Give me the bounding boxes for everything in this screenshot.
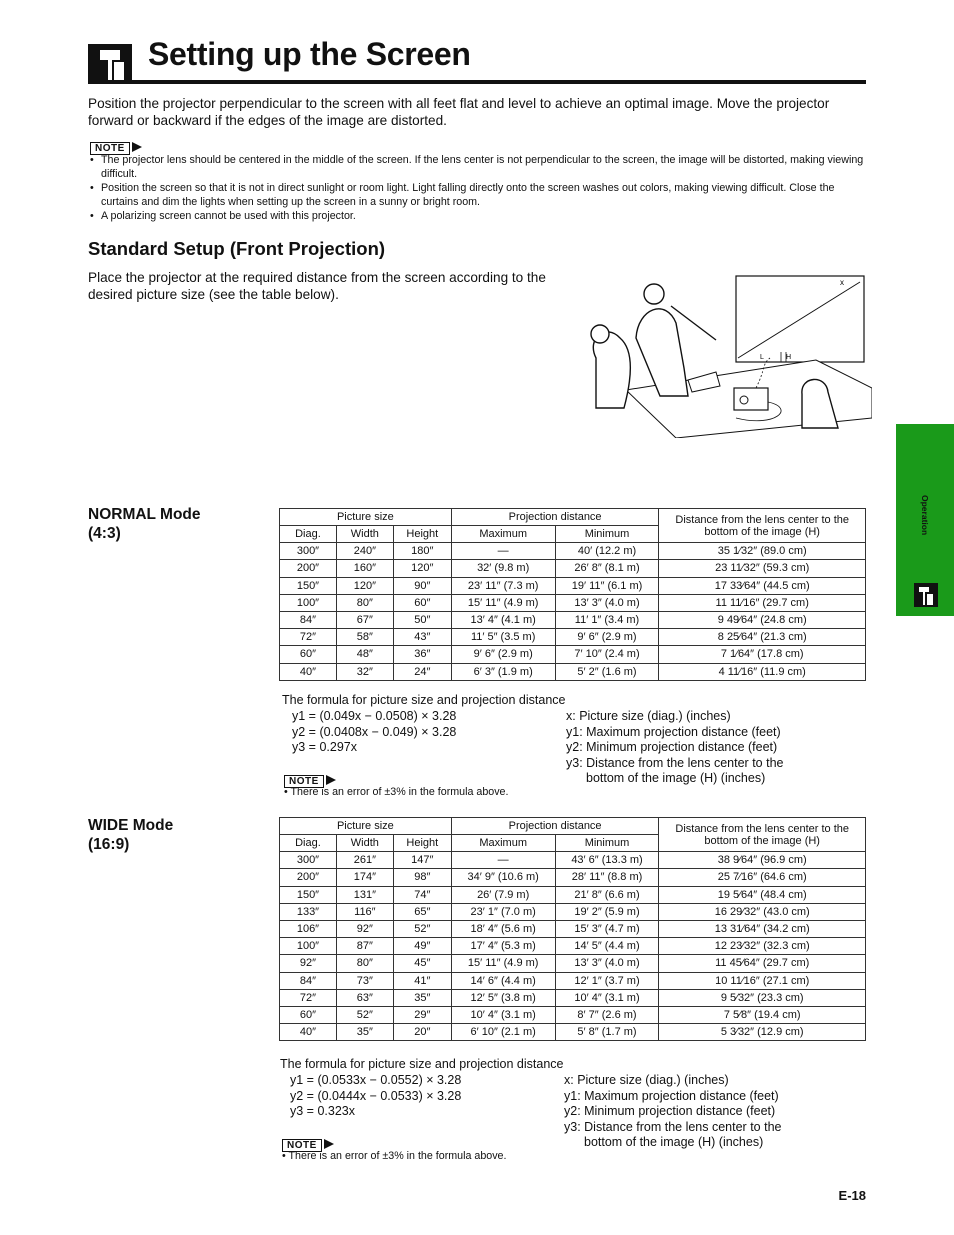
table-cell: 84″ xyxy=(280,972,337,989)
header-diag: Diag. xyxy=(280,526,337,543)
normal-formula-equations xyxy=(292,709,456,756)
table-cell: 18′ 4″ (5.6 m) xyxy=(451,920,555,937)
mode-title-ratio: (4:3) xyxy=(88,525,121,542)
table-cell: 49″ xyxy=(393,938,451,955)
header-maximum: Maximum xyxy=(451,526,555,543)
wide-formula-title: The formula for picture size and projection distance xyxy=(280,1057,564,1071)
table-cell: 9′ 6″ (2.9 m) xyxy=(451,646,555,663)
table-cell: 20″ xyxy=(393,1024,451,1041)
table-cell: 12′ 1″ (3.7 m) xyxy=(555,972,659,989)
table-cell: 160″ xyxy=(336,560,393,577)
table-cell: 28′ 11″ (8.8 m) xyxy=(555,869,659,886)
table-cell: 240″ xyxy=(336,543,393,560)
table-cell: 26′ (7.9 m) xyxy=(451,886,555,903)
table-cell: 23 11⁄32″ (59.3 cm) xyxy=(659,560,866,577)
table-cell: 8 25⁄64″ (21.3 cm) xyxy=(659,629,866,646)
diagram-h-label: H xyxy=(786,354,792,361)
table-cell: 60″ xyxy=(280,646,337,663)
legend-line: y3: Distance from the lens center to the xyxy=(564,1119,782,1134)
note-item: • The projector lens should be centered in the middle of the screen. If the lens center is not perpendicular to the screen, the image will be distorted, making viewing difficult. xyxy=(88,153,868,181)
header-minimum: Minimum xyxy=(555,526,659,543)
note-arrow-icon xyxy=(132,142,142,152)
header-diag: Diag. xyxy=(280,835,337,852)
note-arrow-icon xyxy=(326,775,336,785)
table-cell: 52″ xyxy=(393,920,451,937)
table-row xyxy=(280,920,866,937)
table-cell: 174″ xyxy=(336,869,393,886)
header-projection-distance: Projection distance xyxy=(451,509,659,526)
header-picture-size: Picture size xyxy=(280,509,452,526)
table-cell: 84″ xyxy=(280,611,337,628)
table-cell: 32″ xyxy=(336,663,393,680)
table-cell: 11 11⁄16″ (29.7 cm) xyxy=(659,594,866,611)
header-projection-distance: Projection distance xyxy=(451,818,659,835)
table-cell: 29″ xyxy=(393,1006,451,1023)
table-cell: 40′ (12.2 m) xyxy=(555,543,659,560)
header-picture-size: Picture size xyxy=(280,818,452,835)
header-width: Width xyxy=(336,526,393,543)
table-cell: 131″ xyxy=(336,886,393,903)
table-cell: 65″ xyxy=(393,903,451,920)
table-cell: 72″ xyxy=(280,629,337,646)
mode-title-line: WIDE Mode xyxy=(88,817,174,834)
table-cell: 200″ xyxy=(280,560,337,577)
note-badge: NOTE xyxy=(282,1139,322,1152)
table-cell: 9 5⁄32″ (23.3 cm) xyxy=(659,989,866,1006)
table-row xyxy=(280,560,866,577)
table-cell: 16 29⁄32″ (43.0 cm) xyxy=(659,903,866,920)
legend-line: y2: Minimum projection distance (feet) xyxy=(566,740,778,754)
table-cell: 74″ xyxy=(393,886,451,903)
table-cell: 261″ xyxy=(336,852,393,869)
table-row xyxy=(280,972,866,989)
equation: y3 = 0.323x xyxy=(290,1104,355,1118)
table-cell: 32′ (9.8 m) xyxy=(451,560,555,577)
table-cell: 35 1⁄32″ (89.0 cm) xyxy=(659,543,866,560)
normal-formula-note: • There is an error of ±3% in the formula above. xyxy=(284,786,509,798)
note-text: There is an error of ±3% in the formula above. xyxy=(288,1150,507,1162)
notes-list xyxy=(88,153,868,223)
table-cell: 6′ 10″ (2.1 m) xyxy=(451,1024,555,1041)
table-row xyxy=(280,886,866,903)
table-cell: 100″ xyxy=(280,938,337,955)
table-cell: 5′ 2″ (1.6 m) xyxy=(555,663,659,680)
table-cell: 52″ xyxy=(336,1006,393,1023)
legend-line: x: Picture size (diag.) (inches) xyxy=(566,709,731,723)
table-cell: 5′ 8″ (1.7 m) xyxy=(555,1024,659,1041)
table-cell: 11′ 5″ (3.5 m) xyxy=(451,629,555,646)
header-height: Height xyxy=(393,835,451,852)
table-row xyxy=(280,577,866,594)
projector-section-icon xyxy=(914,583,938,607)
legend-line: y1: Maximum projection distance (feet) xyxy=(566,724,781,739)
table-row xyxy=(280,989,866,1006)
table-cell: 180″ xyxy=(393,543,451,560)
equation: y3 = 0.297x xyxy=(292,740,357,754)
mode-title-ratio: (16:9) xyxy=(88,836,130,853)
projector-setup-icon xyxy=(88,44,132,84)
legend-line: y1: Maximum projection distance (feet) xyxy=(564,1088,779,1103)
table-cell: 43′ 6″ (13.3 m) xyxy=(555,852,659,869)
table-cell: 150″ xyxy=(280,577,337,594)
wide-formula-legend xyxy=(564,1073,781,1151)
table-cell: 90″ xyxy=(393,577,451,594)
table-cell: 10′ 4″ (3.1 m) xyxy=(451,1006,555,1023)
table-cell: 23′ 1″ (7.0 m) xyxy=(451,903,555,920)
note-badge: NOTE xyxy=(284,775,324,788)
table-cell: 63″ xyxy=(336,989,393,1006)
table-cell: 41″ xyxy=(393,972,451,989)
table-row xyxy=(280,594,866,611)
table-cell: 7 5⁄8″ (19.4 cm) xyxy=(659,1006,866,1023)
equation: y2 = (0.0444x − 0.0533) × 3.28 xyxy=(290,1088,462,1103)
wide-formula-equations xyxy=(290,1073,461,1120)
table-row xyxy=(280,646,866,663)
table-cell: 8′ 7″ (2.6 m) xyxy=(555,1006,659,1023)
table-cell: 34′ 9″ (10.6 m) xyxy=(451,869,555,886)
wide-formula-note: • There is an error of ±3% in the formula above. xyxy=(282,1150,507,1162)
note-item: • Position the screen so that it is not in direct sunlight or room light. Light falling directly onto the screen washes out colors, making viewing difficult. Close the curtains and dim the lights when setting up the screen in a sunny or bright room. xyxy=(88,181,868,209)
table-cell: 40″ xyxy=(280,663,337,680)
header-lens-center: Distance from the lens center to the bottom of the image (H) xyxy=(659,509,866,543)
table-cell: 147″ xyxy=(393,852,451,869)
table-row xyxy=(280,869,866,886)
legend-line: x: Picture size (diag.) (inches) xyxy=(564,1073,729,1087)
legend-line: bottom of the image (H) (inches) xyxy=(584,1135,764,1149)
table-cell: 7′ 10″ (2.4 m) xyxy=(555,646,659,663)
table-cell: 12′ 5″ (3.8 m) xyxy=(451,989,555,1006)
table-cell: 10′ 4″ (3.1 m) xyxy=(555,989,659,1006)
normal-mode-title xyxy=(88,505,201,543)
table-cell: 9 49⁄64″ (24.8 cm) xyxy=(659,611,866,628)
table-cell: 15′ 11″ (4.9 m) xyxy=(451,955,555,972)
normal-mode-table xyxy=(279,508,866,681)
table-row xyxy=(280,903,866,920)
table-row xyxy=(280,938,866,955)
mode-title-line: NORMAL Mode xyxy=(88,506,201,523)
table-row xyxy=(280,852,866,869)
table-cell: 200″ xyxy=(280,869,337,886)
equation: y1 = (0.0533x − 0.0552) × 3.28 xyxy=(290,1073,462,1087)
table-cell: 10 11⁄16″ (27.1 cm) xyxy=(659,972,866,989)
table-cell: 73″ xyxy=(336,972,393,989)
table-cell: 98″ xyxy=(393,869,451,886)
page-number: E-18 xyxy=(838,1188,866,1203)
table-cell: 36″ xyxy=(393,646,451,663)
table-cell: 300″ xyxy=(280,852,337,869)
diagram-l-label: L xyxy=(760,354,764,361)
table-cell: 87″ xyxy=(336,938,393,955)
table-cell: 15′ 11″ (4.9 m) xyxy=(451,594,555,611)
table-cell: 19′ 11″ (6.1 m) xyxy=(555,577,659,594)
table-cell: 13′ 4″ (4.1 m) xyxy=(451,611,555,628)
legend-line: y3: Distance from the lens center to the xyxy=(566,755,784,770)
table-cell: 15′ 3″ (4.7 m) xyxy=(555,920,659,937)
table-cell: 92″ xyxy=(336,920,393,937)
table-cell: 12 23⁄32″ (32.3 cm) xyxy=(659,938,866,955)
table-cell: 13′ 3″ (4.0 m) xyxy=(555,594,659,611)
table-cell: 21′ 8″ (6.6 m) xyxy=(555,886,659,903)
table-cell: 72″ xyxy=(280,989,337,1006)
table-row xyxy=(280,1024,866,1041)
table-row xyxy=(280,629,866,646)
header-lens-center: Distance from the lens center to the bottom of the image (H) xyxy=(659,818,866,852)
table-row xyxy=(280,955,866,972)
normal-formula-legend xyxy=(566,709,783,787)
table-cell: 60″ xyxy=(393,594,451,611)
header-height: Height xyxy=(393,526,451,543)
diagram-x-label: x xyxy=(840,278,844,287)
table-cell: 14′ 5″ (4.4 m) xyxy=(555,938,659,955)
table-cell: 14′ 6″ (4.4 m) xyxy=(451,972,555,989)
table-cell: 9′ 6″ (2.9 m) xyxy=(555,629,659,646)
table-row xyxy=(280,1006,866,1023)
table-cell: 19′ 2″ (5.9 m) xyxy=(555,903,659,920)
table-cell: 300″ xyxy=(280,543,337,560)
table-cell: 80″ xyxy=(336,955,393,972)
table-cell: 17′ 4″ (5.3 m) xyxy=(451,938,555,955)
table-cell: 133″ xyxy=(280,903,337,920)
table-cell: 92″ xyxy=(280,955,337,972)
wide-mode-table xyxy=(279,817,866,1041)
table-cell: 13′ 3″ (4.0 m) xyxy=(555,955,659,972)
table-cell: 11 45⁄64″ (29.7 cm) xyxy=(659,955,866,972)
table-cell: 26′ 8″ (8.1 m) xyxy=(555,560,659,577)
side-tab-label: Operation xyxy=(920,495,930,536)
header-width: Width xyxy=(336,835,393,852)
table-cell: 120″ xyxy=(336,577,393,594)
page-title: Setting up the Screen xyxy=(148,36,471,72)
setup-illustration xyxy=(576,268,872,438)
table-cell: 150″ xyxy=(280,886,337,903)
title-divider xyxy=(88,80,866,84)
table-cell: 24″ xyxy=(393,663,451,680)
table-cell: 6′ 3″ (1.9 m) xyxy=(451,663,555,680)
note-item: • A polarizing screen cannot be used with this projector. xyxy=(88,209,868,223)
normal-formula-title: The formula for picture size and projection distance xyxy=(282,693,566,707)
table-cell: 116″ xyxy=(336,903,393,920)
table-cell: 4 11⁄16″ (11.9 cm) xyxy=(659,663,866,680)
table-cell: 43″ xyxy=(393,629,451,646)
table-row xyxy=(280,543,866,560)
section-title: Standard Setup (Front Projection) xyxy=(88,238,386,259)
table-cell: 67″ xyxy=(336,611,393,628)
note-arrow-icon xyxy=(324,1139,334,1149)
table-cell: 35″ xyxy=(393,989,451,1006)
legend-line: y2: Minimum projection distance (feet) xyxy=(564,1104,776,1118)
table-cell: 7 1⁄64″ (17.8 cm) xyxy=(659,646,866,663)
table-cell: 58″ xyxy=(336,629,393,646)
table-cell: 106″ xyxy=(280,920,337,937)
legend-line: bottom of the image (H) (inches) xyxy=(586,771,766,785)
table-row xyxy=(280,611,866,628)
note-text: There is an error of ±3% in the formula above. xyxy=(290,786,509,798)
table-cell: 25 7⁄16″ (64.6 cm) xyxy=(659,869,866,886)
section-text: Place the projector at the required distance from the screen according to the desired picture size (see the table below). xyxy=(88,270,546,302)
table-cell: — xyxy=(451,543,555,560)
table-cell: 40″ xyxy=(280,1024,337,1041)
note-badge: NOTE xyxy=(90,142,130,155)
table-cell: 48″ xyxy=(336,646,393,663)
equation: y1 = (0.049x − 0.0508) × 3.28 xyxy=(292,709,457,723)
table-cell: 38 9⁄64″ (96.9 cm) xyxy=(659,852,866,869)
table-cell: 45″ xyxy=(393,955,451,972)
table-cell: 80″ xyxy=(336,594,393,611)
intro-text: Position the projector perpendicular to the screen with all feet flat and level to achieve an optimal image. Move the projector forward or backward if the edges of the image are distorted. xyxy=(88,96,830,128)
table-cell: 23′ 11″ (7.3 m) xyxy=(451,577,555,594)
table-cell: 5 3⁄32″ (12.9 cm) xyxy=(659,1024,866,1041)
table-cell: 60″ xyxy=(280,1006,337,1023)
table-cell: 11′ 1″ (3.4 m) xyxy=(555,611,659,628)
table-cell: 19 5⁄64″ (48.4 cm) xyxy=(659,886,866,903)
table-cell: 13 31⁄64″ (34.2 cm) xyxy=(659,920,866,937)
table-cell: 50″ xyxy=(393,611,451,628)
equation: y2 = (0.0408x − 0.049) × 3.28 xyxy=(292,724,457,739)
table-cell: 35″ xyxy=(336,1024,393,1041)
table-cell: 120″ xyxy=(393,560,451,577)
header-maximum: Maximum xyxy=(451,835,555,852)
table-cell: 100″ xyxy=(280,594,337,611)
header-minimum: Minimum xyxy=(555,835,659,852)
wide-mode-title xyxy=(88,816,173,854)
table-cell: 17 33⁄64″ (44.5 cm) xyxy=(659,577,866,594)
table-row xyxy=(280,663,866,680)
table-cell: — xyxy=(451,852,555,869)
